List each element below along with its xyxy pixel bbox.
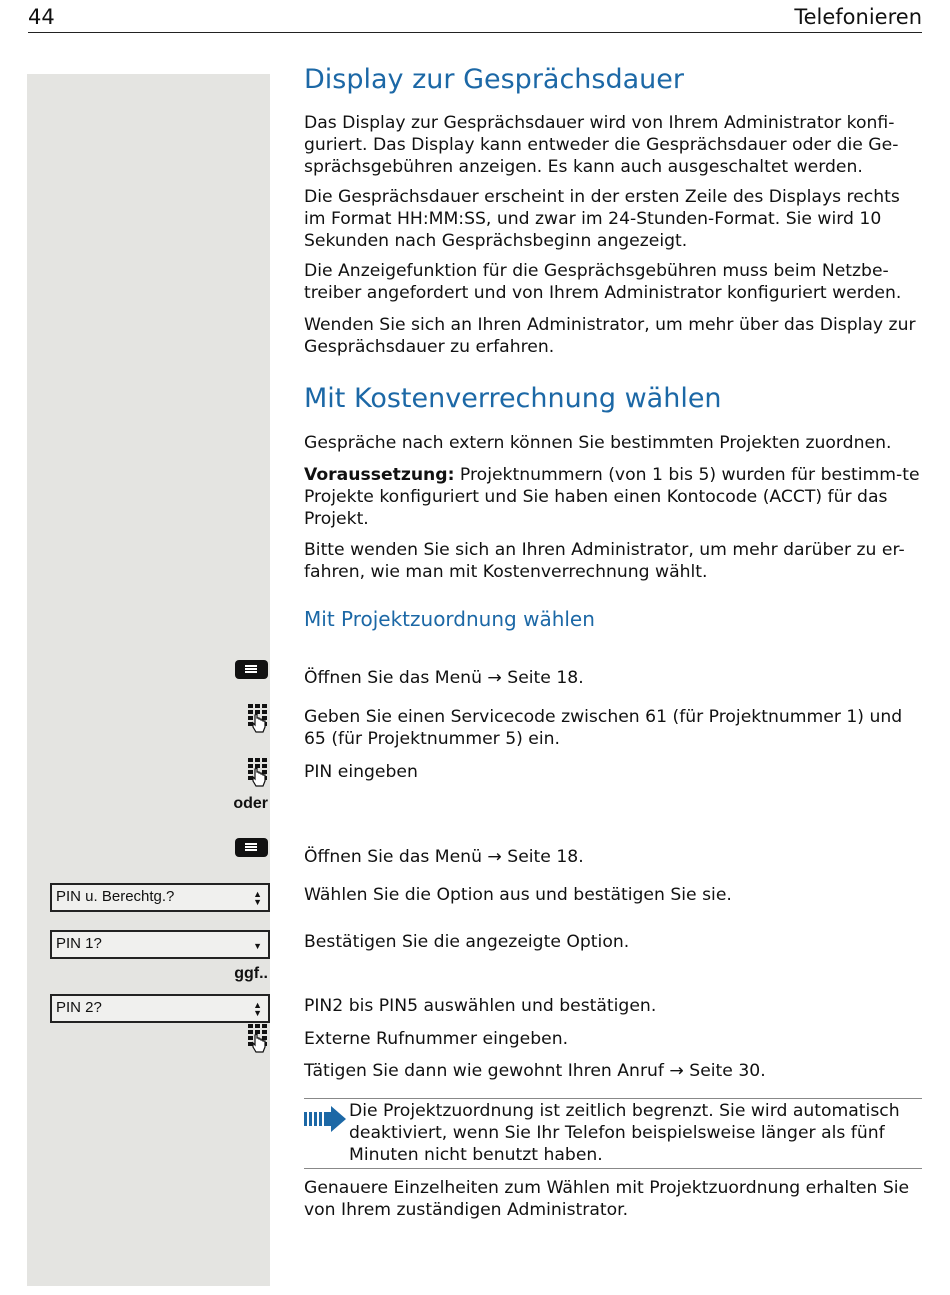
paragraph: Gespräche nach extern können Sie bestimmten Projekten zuordnen. — [304, 433, 892, 453]
oder-label: oder — [233, 795, 268, 812]
display-label: PIN 2? — [56, 999, 102, 1016]
step-text: PIN2 bis PIN5 auswählen und bestätigen. — [304, 996, 657, 1016]
display-option-pin-berechtg[interactable] — [50, 883, 270, 912]
note-text: Die Projektzuordnung ist zeitlich begrenzt. Sie wird automatisch deaktiviert, wenn Sie Ihr Telefon beispielsweise länger als fünf Minuten nicht benutzt haben. — [349, 1101, 900, 1165]
keypad-icon — [246, 703, 270, 733]
paragraph: Die Anzeigefunktion für die Gesprächsgebühren muss beim Netzbe-treiber angefordert und von Ihrem Administrator konfiguriert werden. — [304, 261, 902, 303]
header-rule — [28, 32, 922, 33]
margin-column — [27, 74, 270, 1286]
step-text: Bestätigen Sie die angezeigte Option. — [304, 932, 630, 952]
display-option-pin1[interactable] — [50, 930, 270, 959]
paragraph: Bitte wenden Sie sich an Ihren Administrator, um mehr darüber zu er-fahren, wie man mit Kostenverrechnung wählt. — [304, 540, 905, 582]
step-text: Öffnen Sie das Menü → Seite 18. — [304, 847, 584, 867]
note-top-rule — [304, 1098, 922, 1099]
up-down-arrow-icon: ▲ ▼ — [253, 1000, 262, 1018]
step-text: Geben Sie einen Servicecode zwischen 61 (für Projektnummer 1) und 65 (für Projektnummer 5) ein. — [304, 707, 903, 749]
display-label: PIN u. Berechtg.? — [56, 888, 175, 905]
prerequisite-label: Voraussetzung: — [304, 465, 455, 485]
display-label: PIN 1? — [56, 935, 102, 952]
step-text: PIN eingeben — [304, 762, 418, 782]
note-bottom-rule — [304, 1168, 922, 1169]
keypad-icon — [246, 757, 270, 787]
up-down-arrow-icon: ▲ ▼ — [253, 889, 262, 907]
prerequisite-paragraph — [304, 464, 922, 530]
prerequisite-text: Projektnummern (von 1 bis 5) wurden für bestimm-te Projekte konfiguriert und Sie haben einen Kontocode (ACCT) für das Projekt. — [304, 465, 920, 529]
title-kostenverrechnung: Mit Kostenverrechnung wählen — [304, 383, 722, 414]
step-text: Externe Rufnummer eingeben. — [304, 1029, 569, 1049]
note-arrow-icon — [304, 1106, 346, 1132]
menu-key-icon — [235, 838, 268, 857]
paragraph: Wenden Sie sich an Ihren Administrator, um mehr über das Display zur Gesprächsdauer zu erfahren. — [304, 315, 916, 357]
page-number: 44 — [28, 5, 55, 29]
paragraph: Die Gesprächsdauer erscheint in der ersten Zeile des Displays rechts im Format HH:MM:SS, und zwar im 24-Stunden-Format. Sie wird 10 Sekunden nach Gesprächsbeginn angezeigt. — [304, 187, 900, 251]
step-text: Öffnen Sie das Menü → Seite 18. — [304, 668, 584, 688]
step-text: Tätigen Sie dann wie gewohnt Ihren Anruf → Seite 30. — [304, 1061, 766, 1081]
display-option-pin2[interactable] — [50, 994, 270, 1023]
down-arrow-icon: ▼ — [253, 941, 262, 951]
menu-key-icon — [235, 660, 268, 679]
paragraph: Das Display zur Gesprächsdauer wird von Ihrem Administrator konfi-guriert. Das Display kann entweder die Gesprächsdauer oder die Ge-sprächsgebühren anzeigen. Es kann auch ausgeschaltet werden. — [304, 113, 899, 177]
title-display-gespraechsdauer: Display zur Gesprächsdauer — [304, 64, 684, 95]
section-heading: Telefonieren — [794, 5, 922, 29]
ggf-label: ggf.. — [234, 965, 268, 982]
step-text: Wählen Sie die Option aus und bestätigen Sie sie. — [304, 885, 732, 905]
subtitle-projektzuordnung: Mit Projektzuordnung wählen — [304, 607, 595, 631]
keypad-icon — [246, 1023, 270, 1053]
closing-paragraph: Genauere Einzelheiten zum Wählen mit Projektzuordnung erhalten Sie von Ihrem zuständigen Administrator. — [304, 1178, 910, 1220]
